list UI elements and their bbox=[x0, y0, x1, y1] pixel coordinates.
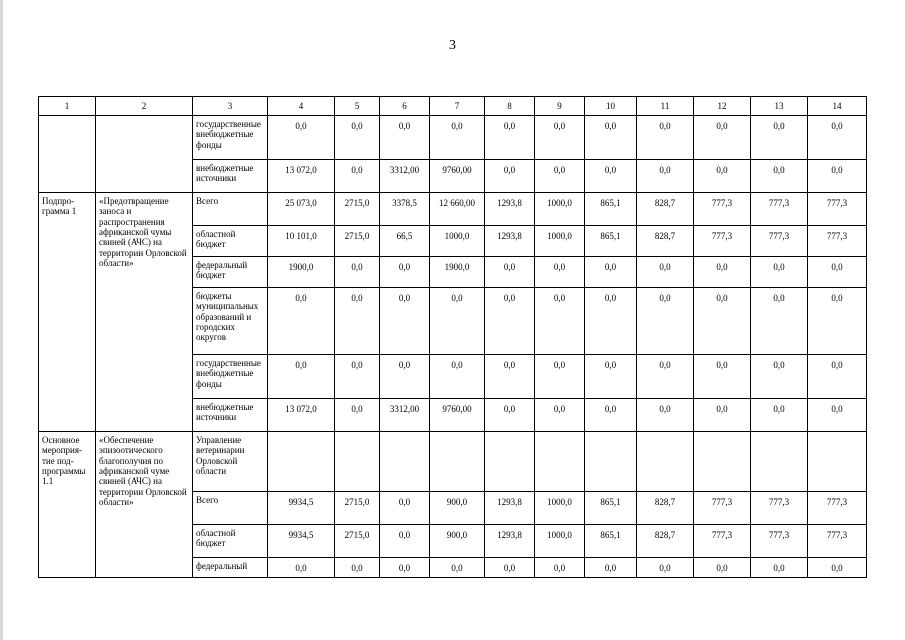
value-cell: 0,0 bbox=[694, 558, 751, 578]
value-cell: 865,1 bbox=[585, 492, 637, 525]
value-cell: 0,0 bbox=[380, 288, 430, 355]
value-cell: 1900,0 bbox=[430, 257, 485, 288]
header-cell: 6 bbox=[380, 97, 430, 116]
value-cell: 0,0 bbox=[380, 558, 430, 578]
value-cell: 0,0 bbox=[485, 399, 535, 432]
header-cell: 2 bbox=[96, 97, 193, 116]
table-row bbox=[39, 432, 867, 492]
funding-source-cell: Всего bbox=[193, 193, 268, 226]
value-cell: 0,0 bbox=[535, 116, 585, 160]
value-cell: 1000,0 bbox=[535, 226, 585, 257]
value-cell: 0,0 bbox=[430, 116, 485, 160]
value-cell: 865,1 bbox=[585, 226, 637, 257]
value-cell: 777,3 bbox=[808, 193, 867, 226]
value-cell: 0,0 bbox=[751, 558, 808, 578]
value-cell: 900,0 bbox=[430, 492, 485, 525]
value-cell bbox=[485, 432, 535, 492]
value-cell: 0,0 bbox=[335, 288, 380, 355]
value-cell: 0,0 bbox=[585, 160, 637, 193]
value-cell: 777,3 bbox=[751, 193, 808, 226]
value-cell: 0,0 bbox=[335, 116, 380, 160]
program-level-cell bbox=[39, 116, 96, 193]
program-name-cell: «Обеспечение эпизоотического благополучия по африканской чуме свиней (АЧС) на территории Орловской области» bbox=[96, 432, 193, 578]
value-cell: 0,0 bbox=[380, 525, 430, 558]
value-cell: 865,1 bbox=[585, 193, 637, 226]
value-cell: 900,0 bbox=[430, 525, 485, 558]
header-cell: 5 bbox=[335, 97, 380, 116]
value-cell bbox=[694, 432, 751, 492]
value-cell: 0,0 bbox=[694, 257, 751, 288]
value-cell: 0,0 bbox=[808, 558, 867, 578]
value-cell: 828,7 bbox=[637, 226, 694, 257]
value-cell: 0,0 bbox=[485, 160, 535, 193]
value-cell: 0,0 bbox=[751, 116, 808, 160]
value-cell: 1293,8 bbox=[485, 226, 535, 257]
value-cell: 0,0 bbox=[380, 355, 430, 399]
header-cell: 9 bbox=[535, 97, 585, 116]
value-cell: 0,0 bbox=[380, 116, 430, 160]
value-cell: 0,0 bbox=[808, 355, 867, 399]
value-cell: 0,0 bbox=[268, 288, 335, 355]
header-cell: 11 bbox=[637, 97, 694, 116]
header-cell: 10 bbox=[585, 97, 637, 116]
value-cell: 0,0 bbox=[751, 257, 808, 288]
value-cell: 66,5 bbox=[380, 226, 430, 257]
header-cell: 4 bbox=[268, 97, 335, 116]
value-cell: 0,0 bbox=[808, 116, 867, 160]
value-cell: 0,0 bbox=[535, 160, 585, 193]
value-cell: 13 072,0 bbox=[268, 399, 335, 432]
funding-source-cell: Всего bbox=[193, 492, 268, 525]
header-cell: 8 bbox=[485, 97, 535, 116]
value-cell: 0,0 bbox=[485, 288, 535, 355]
program-name-cell: «Предотвращение заноса и распространения африканской чумы свиней (АЧС) на территории Орловской области» bbox=[96, 193, 193, 432]
value-cell: 777,3 bbox=[694, 525, 751, 558]
value-cell: 1000,0 bbox=[535, 193, 585, 226]
value-cell: 1293,8 bbox=[485, 193, 535, 226]
funding-source-cell: внебюджетные источники bbox=[193, 160, 268, 193]
value-cell: 0,0 bbox=[585, 257, 637, 288]
value-cell: 0,0 bbox=[637, 355, 694, 399]
value-cell: 0,0 bbox=[637, 399, 694, 432]
value-cell bbox=[535, 432, 585, 492]
funding-source-cell: областной бюджет bbox=[193, 525, 268, 558]
value-cell: 777,3 bbox=[751, 226, 808, 257]
header-cell: 3 bbox=[193, 97, 268, 116]
value-cell: 12 660,00 bbox=[430, 193, 485, 226]
value-cell: 2715,0 bbox=[335, 525, 380, 558]
value-cell: 0,0 bbox=[585, 288, 637, 355]
value-cell: 0,0 bbox=[335, 160, 380, 193]
value-cell: 0,0 bbox=[535, 399, 585, 432]
value-cell: 3378,5 bbox=[380, 193, 430, 226]
value-cell: 777,3 bbox=[694, 492, 751, 525]
value-cell: 0,0 bbox=[335, 355, 380, 399]
value-cell: 0,0 bbox=[808, 257, 867, 288]
value-cell: 0,0 bbox=[268, 116, 335, 160]
value-cell bbox=[380, 432, 430, 492]
value-cell: 0,0 bbox=[637, 160, 694, 193]
value-cell: 0,0 bbox=[637, 257, 694, 288]
value-cell: 828,7 bbox=[637, 492, 694, 525]
funding-source-cell: Управление ветеринарии Орловской области bbox=[193, 432, 268, 492]
value-cell: 2715,0 bbox=[335, 226, 380, 257]
value-cell: 3312,00 bbox=[380, 399, 430, 432]
value-cell: 865,1 bbox=[585, 525, 637, 558]
value-cell: 1293,8 bbox=[485, 525, 535, 558]
value-cell: 0,0 bbox=[335, 558, 380, 578]
value-cell: 0,0 bbox=[535, 257, 585, 288]
value-cell: 0,0 bbox=[430, 355, 485, 399]
header-cell: 12 bbox=[694, 97, 751, 116]
program-level-cell: Подпро-грамма 1 bbox=[39, 193, 96, 432]
value-cell: 0,0 bbox=[751, 160, 808, 193]
value-cell: 0,0 bbox=[535, 288, 585, 355]
value-cell: 10 101,0 bbox=[268, 226, 335, 257]
value-cell: 0,0 bbox=[585, 355, 637, 399]
value-cell bbox=[637, 432, 694, 492]
value-cell: 0,0 bbox=[694, 116, 751, 160]
value-cell: 0,0 bbox=[335, 399, 380, 432]
value-cell: 0,0 bbox=[694, 288, 751, 355]
value-cell: 777,3 bbox=[694, 226, 751, 257]
value-cell: 1293,8 bbox=[485, 492, 535, 525]
value-cell bbox=[751, 432, 808, 492]
value-cell: 0,0 bbox=[430, 558, 485, 578]
funding-source-cell: внебюджетные источники bbox=[193, 399, 268, 432]
value-cell: 0,0 bbox=[335, 257, 380, 288]
value-cell: 0,0 bbox=[585, 399, 637, 432]
header-cell: 7 bbox=[430, 97, 485, 116]
funding-source-cell: государственные внебюджетные фонды bbox=[193, 116, 268, 160]
value-cell: 25 073,0 bbox=[268, 193, 335, 226]
value-cell: 777,3 bbox=[751, 492, 808, 525]
value-cell: 1000,0 bbox=[430, 226, 485, 257]
value-cell: 0,0 bbox=[637, 288, 694, 355]
value-cell: 0,0 bbox=[380, 257, 430, 288]
value-cell bbox=[430, 432, 485, 492]
value-cell bbox=[268, 432, 335, 492]
value-cell: 0,0 bbox=[694, 355, 751, 399]
value-cell: 0,0 bbox=[751, 355, 808, 399]
value-cell: 0,0 bbox=[751, 399, 808, 432]
header-cell: 14 bbox=[808, 97, 867, 116]
program-name-cell bbox=[96, 116, 193, 193]
value-cell: 0,0 bbox=[808, 160, 867, 193]
value-cell: 9760,00 bbox=[430, 399, 485, 432]
value-cell: 0,0 bbox=[485, 257, 535, 288]
value-cell: 9934,5 bbox=[268, 525, 335, 558]
value-cell: 1000,0 bbox=[535, 525, 585, 558]
funding-source-cell: федеральный бюджет bbox=[193, 257, 268, 288]
value-cell: 777,3 bbox=[751, 525, 808, 558]
value-cell: 777,3 bbox=[808, 226, 867, 257]
value-cell: 13 072,0 bbox=[268, 160, 335, 193]
value-cell: 777,3 bbox=[808, 525, 867, 558]
header-cell: 1 bbox=[39, 97, 96, 116]
value-cell bbox=[335, 432, 380, 492]
value-cell: 0,0 bbox=[485, 558, 535, 578]
value-cell: 1900,0 bbox=[268, 257, 335, 288]
header-row bbox=[39, 97, 867, 116]
funding-source-cell: областной бюджет bbox=[193, 226, 268, 257]
value-cell: 777,3 bbox=[694, 193, 751, 226]
value-cell: 0,0 bbox=[430, 288, 485, 355]
budget-table bbox=[38, 96, 867, 578]
header-cell: 13 bbox=[751, 97, 808, 116]
table-row bbox=[39, 193, 867, 226]
value-cell: 0,0 bbox=[268, 558, 335, 578]
value-cell: 2715,0 bbox=[335, 492, 380, 525]
value-cell: 1000,0 bbox=[535, 492, 585, 525]
scan-edge bbox=[0, 0, 3, 640]
value-cell: 0,0 bbox=[485, 116, 535, 160]
value-cell: 0,0 bbox=[268, 355, 335, 399]
table-row bbox=[39, 116, 867, 160]
value-cell: 0,0 bbox=[380, 492, 430, 525]
value-cell: 828,7 bbox=[637, 525, 694, 558]
funding-source-cell: государственные внебюджетные фонды bbox=[193, 355, 268, 399]
value-cell: 3312,00 bbox=[380, 160, 430, 193]
value-cell: 0,0 bbox=[485, 355, 535, 399]
value-cell: 9934,5 bbox=[268, 492, 335, 525]
value-cell: 2715,0 bbox=[335, 193, 380, 226]
funding-source-cell: федеральный bbox=[193, 558, 268, 578]
program-level-cell: Основное мероприя-тие под-программы 1.1 bbox=[39, 432, 96, 578]
value-cell: 0,0 bbox=[694, 399, 751, 432]
page-number: 3 bbox=[449, 38, 456, 53]
value-cell: 777,3 bbox=[808, 492, 867, 525]
value-cell: 0,0 bbox=[694, 160, 751, 193]
value-cell: 0,0 bbox=[535, 355, 585, 399]
value-cell: 0,0 bbox=[637, 558, 694, 578]
value-cell: 0,0 bbox=[808, 288, 867, 355]
value-cell bbox=[808, 432, 867, 492]
value-cell: 0,0 bbox=[585, 558, 637, 578]
value-cell: 0,0 bbox=[751, 288, 808, 355]
value-cell bbox=[585, 432, 637, 492]
value-cell: 9760,00 bbox=[430, 160, 485, 193]
value-cell: 0,0 bbox=[535, 558, 585, 578]
value-cell: 0,0 bbox=[637, 116, 694, 160]
value-cell: 828,7 bbox=[637, 193, 694, 226]
value-cell: 0,0 bbox=[585, 116, 637, 160]
value-cell: 0,0 bbox=[808, 399, 867, 432]
funding-source-cell: бюджеты муниципальных образований и городских округов bbox=[193, 288, 268, 355]
